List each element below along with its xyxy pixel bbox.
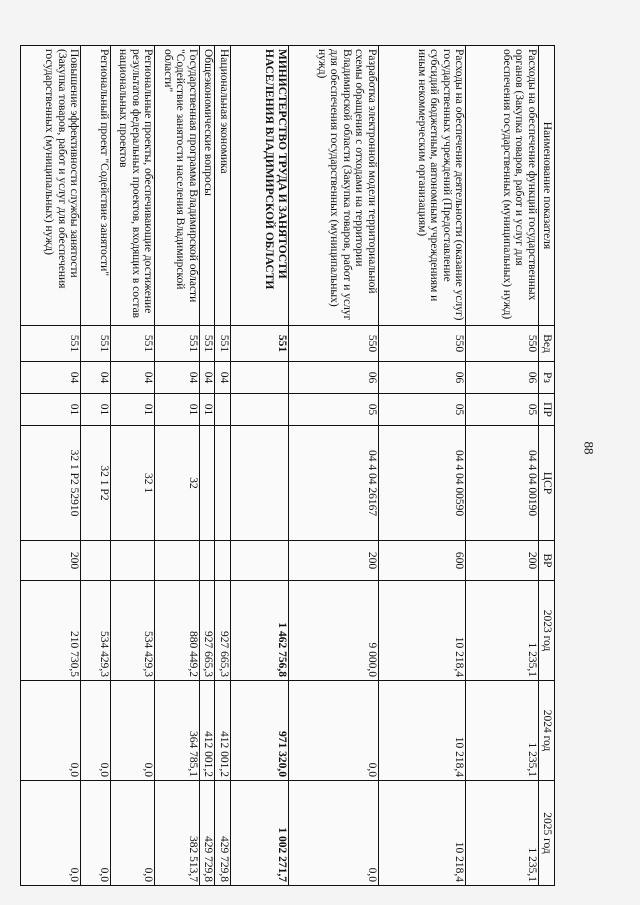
cell-pr: 01 (21, 394, 81, 426)
cell-csr: 32 1 (111, 426, 155, 541)
cell-vr (199, 541, 215, 581)
cell-vr (81, 541, 111, 581)
cell-csr: 04 4 04 00590 (378, 426, 466, 541)
table-body (21, 46, 539, 886)
cell-name: Региональный проект "Содействие занятости" (81, 46, 111, 326)
cell-name: Региональные проекты, обеспечивающие достижение результатов федеральных проектов, входящих в состав национальных проектов (111, 46, 155, 326)
cell-y2024: 0,0 (288, 681, 378, 781)
cell-pr (215, 394, 231, 426)
cell-pr: 05 (288, 394, 378, 426)
cell-name: МИНИСТЕРСТВО ТРУДА И ЗАНЯТОСТИ НАСЕЛЕНИЯ ВЛАДИМИРСКОЙ ОБЛАСТИ (231, 46, 289, 326)
col-header-pr: ПР (539, 394, 555, 426)
cell-vr (111, 541, 155, 581)
cell-ved: 551 (111, 326, 155, 362)
col-header-csr: ЦСР (539, 426, 555, 541)
cell-pr: 05 (378, 394, 466, 426)
cell-rz: 04 (81, 362, 111, 394)
cell-y2023: 9 000,0 (288, 581, 378, 681)
cell-y2024: 0,0 (21, 681, 81, 781)
cell-vr: 200 (288, 541, 378, 581)
cell-name: Повышение эффективности службы занятости (Закупка товаров, работ и услуг для обеспечения государственных (муниципальных) нужд) (21, 46, 81, 326)
cell-rz: 04 (215, 362, 231, 394)
cell-y2023: 534 429,3 (111, 581, 155, 681)
cell-y2023: 10 218,4 (378, 581, 466, 681)
cell-y2024: 364 785,1 (155, 681, 199, 781)
cell-y2025: 382 513,7 (155, 781, 199, 886)
cell-y2025: 0,0 (288, 781, 378, 886)
cell-pr (231, 394, 289, 426)
cell-csr (231, 426, 289, 541)
table-row (199, 46, 215, 886)
cell-y2023: 210 730,5 (21, 581, 81, 681)
table-row (378, 46, 466, 886)
cell-vr (215, 541, 231, 581)
cell-vr: 200 (466, 541, 539, 581)
page-number: 88 (581, 441, 597, 455)
cell-y2024: 0,0 (111, 681, 155, 781)
cell-y2023: 1 462 756,8 (231, 581, 289, 681)
cell-vr (231, 541, 289, 581)
cell-ved: 551 (231, 326, 289, 362)
table-row (215, 46, 231, 886)
table-row (21, 46, 81, 886)
cell-y2025: 10 218,4 (378, 781, 466, 886)
cell-csr (199, 426, 215, 541)
cell-ved: 551 (155, 326, 199, 362)
cell-rz: 06 (378, 362, 466, 394)
cell-y2023: 1 235,1 (466, 581, 539, 681)
cell-ved: 550 (466, 326, 539, 362)
cell-y2024: 971 320,0 (231, 681, 289, 781)
cell-y2024: 412 001,2 (199, 681, 215, 781)
cell-y2023: 927 665,3 (199, 581, 215, 681)
table-header-row (539, 46, 555, 886)
cell-vr: 200 (21, 541, 81, 581)
cell-y2024: 10 218,4 (378, 681, 466, 781)
col-header-2024: 2024 год (539, 681, 555, 781)
cell-y2024: 1 235,1 (466, 681, 539, 781)
col-header-2023: 2023 год (539, 581, 555, 681)
cell-name: Государственная программа Владимирской области "Содействие занятости населения Владимирской области" (155, 46, 199, 326)
cell-rz: 04 (21, 362, 81, 394)
cell-pr: 01 (111, 394, 155, 426)
cell-ved: 551 (81, 326, 111, 362)
col-header-rz: Рз (539, 362, 555, 394)
cell-rz: 06 (466, 362, 539, 394)
cell-pr: 01 (155, 394, 199, 426)
budget-table (20, 45, 555, 886)
cell-y2023: 880 449,2 (155, 581, 199, 681)
col-header-name: Наименование показателя (539, 46, 555, 326)
cell-y2024: 0,0 (81, 681, 111, 781)
cell-rz: 04 (111, 362, 155, 394)
cell-ved: 550 (378, 326, 466, 362)
cell-y2025: 429 729,8 (215, 781, 231, 886)
col-header-vr: ВР (539, 541, 555, 581)
cell-rz: 04 (155, 362, 199, 394)
table-row (111, 46, 155, 886)
col-header-2025: 2025 год (539, 781, 555, 886)
cell-ved: 551 (199, 326, 215, 362)
cell-y2025: 1 235,1 (466, 781, 539, 886)
cell-ved: 551 (21, 326, 81, 362)
col-header-ved: Вед (539, 326, 555, 362)
cell-pr: 01 (81, 394, 111, 426)
cell-y2025: 0,0 (21, 781, 81, 886)
cell-pr: 01 (199, 394, 215, 426)
cell-ved: 550 (288, 326, 378, 362)
cell-csr: 32 (155, 426, 199, 541)
table-row (81, 46, 111, 886)
cell-y2024: 412 001,2 (215, 681, 231, 781)
cell-y2025: 0,0 (111, 781, 155, 886)
cell-csr: 04 4 04 26167 (288, 426, 378, 541)
cell-y2025: 429 729,8 (199, 781, 215, 886)
cell-pr: 05 (466, 394, 539, 426)
cell-name: Национальная экономика (215, 46, 231, 326)
cell-csr: 32 1 P2 (81, 426, 111, 541)
table-row (155, 46, 199, 886)
budget-table-rotated (20, 45, 555, 885)
table-row (466, 46, 539, 886)
cell-rz: 06 (288, 362, 378, 394)
cell-y2023: 927 665,3 (215, 581, 231, 681)
cell-rz (231, 362, 289, 394)
table-row (231, 46, 289, 886)
cell-name: Расходы на обеспечение деятельности (оказание услуг) государственных учреждений (Предоставление субсидий бюджетным, автономным учреждениям и иным некоммерческим организациям) (378, 46, 466, 326)
cell-y2025: 0,0 (81, 781, 111, 886)
cell-csr (215, 426, 231, 541)
cell-vr (155, 541, 199, 581)
cell-csr: 32 1 P2 52910 (21, 426, 81, 541)
cell-y2025: 1 002 271,7 (231, 781, 289, 886)
cell-vr: 600 (378, 541, 466, 581)
cell-name: Расходы на обеспечение функций государственных органов (Закупка товаров, работ и услуг для обеспечения государственных (муниципальных) нужд) (466, 46, 539, 326)
cell-name: Разработка электронной модели территориальной схемы обращения с отходами на территории Владимирской области (Закупка товаров, работ и услуг для обеспечения государственных (муниципальных) нужд) (288, 46, 378, 326)
table-row (288, 46, 378, 886)
cell-ved: 551 (215, 326, 231, 362)
cell-csr: 04 4 04 00190 (466, 426, 539, 541)
cell-rz: 04 (199, 362, 215, 394)
cell-name: Общеэкономические вопросы (199, 46, 215, 326)
cell-y2023: 534 429,3 (81, 581, 111, 681)
